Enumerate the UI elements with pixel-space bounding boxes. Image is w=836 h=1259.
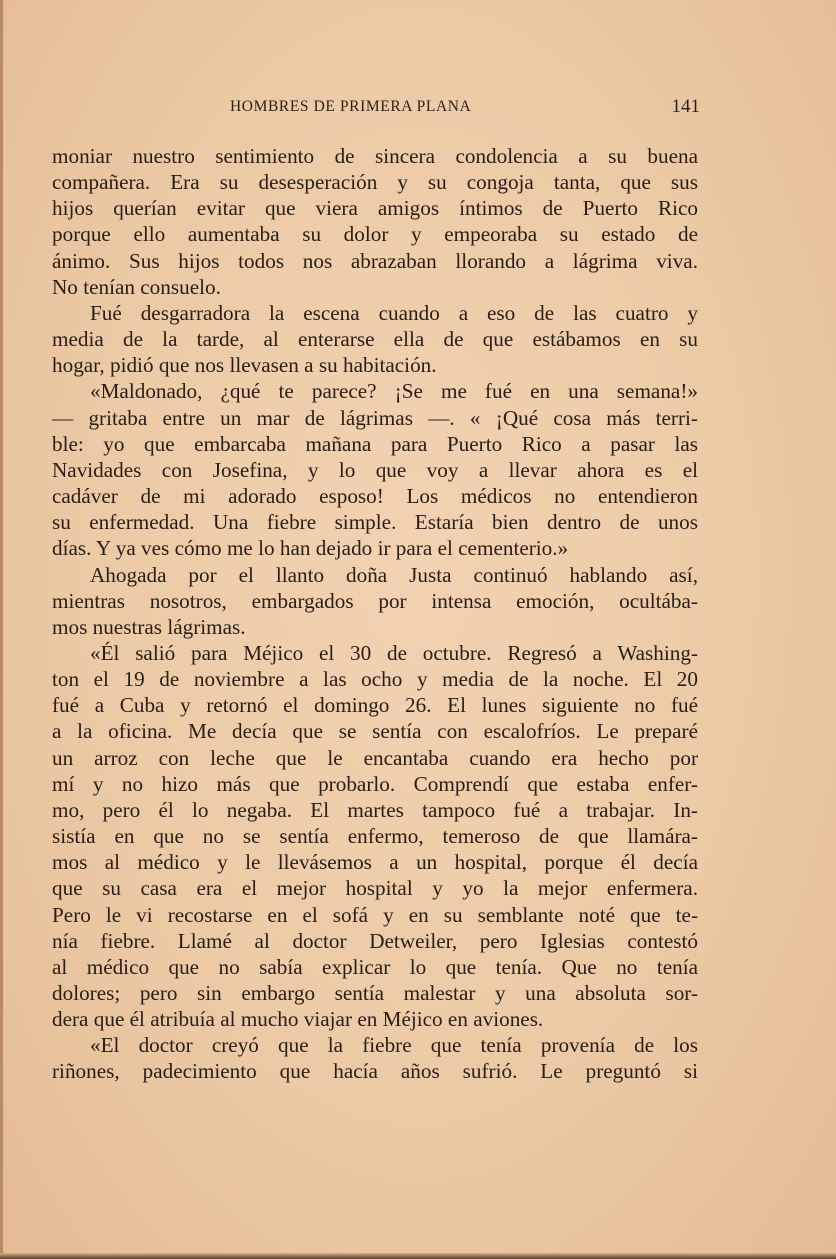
text-line: días. Y ya ves cómo me lo han dejado ir para el cementerio.» bbox=[52, 536, 569, 561]
paragraph bbox=[52, 378, 698, 561]
text-line: mos al médico y le llevásemos a un hospital, porque él decía bbox=[52, 850, 698, 875]
page-edge-shadow bbox=[0, 0, 3, 1259]
paragraph bbox=[52, 562, 698, 640]
body-text bbox=[52, 143, 698, 1085]
text-line: moniar nuestro sentimiento de sincera condolencia a su buena bbox=[52, 144, 698, 168]
paragraph bbox=[52, 1032, 698, 1084]
text-line: sistía en que no se sentía enfermo, temeroso de que llamára- bbox=[52, 824, 698, 849]
text-line: un arroz con leche que le encantaba cuando era hecho por bbox=[52, 745, 698, 770]
text-line: «El doctor creyó que la fiebre que tenía provenía de los bbox=[90, 1033, 698, 1058]
paragraph bbox=[52, 300, 698, 378]
paragraph bbox=[52, 640, 698, 1032]
text-line: mí y no hizo más que probarlo. Comprendí que estaba enfer- bbox=[52, 771, 698, 796]
text-line: mientras nosotros, embargados por intensa emoción, ocultába- bbox=[52, 588, 698, 613]
text-line: Navidades con Josefina, y lo que voy a llevar ahora es el bbox=[52, 457, 698, 482]
paragraph bbox=[52, 143, 698, 300]
page-bottom-edge bbox=[0, 1253, 836, 1259]
text-line: al médico que no sabía explicar lo que tenía. Que no tenía bbox=[52, 954, 698, 979]
text-line: su enfermedad. Una fiebre simple. Estaría bien dentro de unos bbox=[52, 510, 698, 535]
text-line: hogar, pidió que nos llevasen a su habitación. bbox=[52, 353, 437, 378]
text-line: mos nuestras lágrimas. bbox=[52, 614, 246, 639]
text-line: a la oficina. Me decía que se sentía con escalofríos. Le preparé bbox=[52, 719, 698, 744]
text-line: Fué desgarradora la escena cuando a eso de las cuatro y bbox=[90, 300, 698, 325]
text-line: «Maldonado, ¿qué te parece? ¡Se me fué en una semana!» bbox=[90, 379, 698, 404]
text-line: Ahogada por el llanto doña Justa continuó hablando así, bbox=[90, 562, 698, 587]
text-line: «Él salió para Méjico el 30 de octubre. Regresó a Washing- bbox=[90, 640, 698, 665]
text-line: — gritaba entre un mar de lágrimas —. « ¡Qué cosa más terri- bbox=[52, 405, 698, 430]
text-line: mo, pero él lo negaba. El martes tampoco fué a trabajar. In- bbox=[52, 797, 698, 822]
running-head: HOMBRES DE PRIMERA PLANA bbox=[230, 98, 472, 115]
text-line: dolores; pero sin embargo sentía malestar y una absoluta sor- bbox=[52, 981, 698, 1005]
text-line: compañera. Era su desesperación y su congoja tanta, que sus bbox=[52, 170, 698, 195]
text-line: Pero le vi recostarse en el sofá y en su semblante noté que te- bbox=[52, 902, 698, 927]
text-line: ble: yo que embarcaba mañana para Puerto Rico a pasar las bbox=[52, 431, 698, 456]
text-line: dera que él atribuía al mucho viajar en Méjico en aviones. bbox=[52, 1007, 544, 1032]
text-line: ánimo. Sus hijos todos nos abrazaban llorando a lágrima viva. bbox=[52, 248, 698, 273]
text-line: hijos querían evitar que viera amigos íntimos de Puerto Rico bbox=[52, 196, 698, 221]
text-line: riñones, padecimiento que hacía años sufrió. Le preguntó si bbox=[52, 1059, 698, 1084]
text-line: nía fiebre. Llamé al doctor Detweiler, pero Iglesias contestó bbox=[52, 928, 698, 953]
page-header bbox=[230, 96, 700, 122]
text-line: cadáver de mi adorado esposo! Los médicos no entendieron bbox=[52, 484, 698, 509]
text-line: porque ello aumentaba su dolor y empeoraba su estado de bbox=[52, 222, 698, 247]
page-number: 141 bbox=[671, 96, 700, 117]
text-line: media de la tarde, al enterarse ella de que estábamos en su bbox=[52, 327, 698, 352]
text-line: que su casa era el mejor hospital y yo la mejor enfermera. bbox=[52, 876, 698, 901]
text-line: ton el 19 de noviembre a las ocho y media de la noche. El 20 bbox=[52, 667, 698, 692]
text-line: No tenían consuelo. bbox=[52, 274, 221, 299]
text-line: fué a Cuba y retornó el domingo 26. El lunes siguiente no fué bbox=[52, 693, 698, 718]
